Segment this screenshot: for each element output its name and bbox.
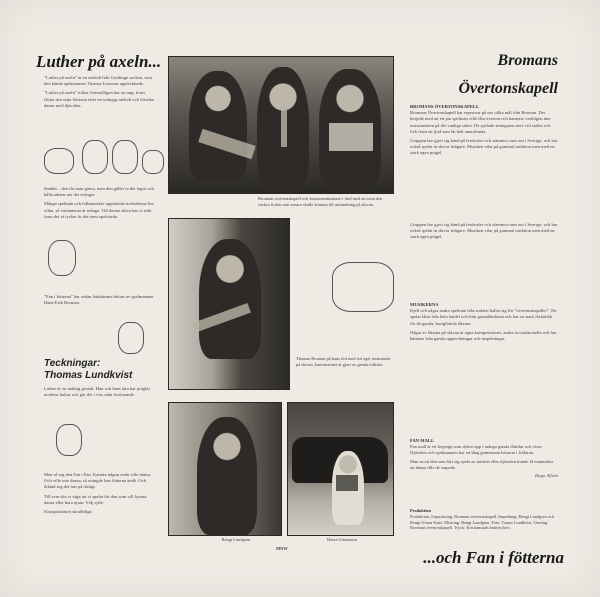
musicians-text-2: Några av låtarna på skivan är egna kompositioner, andra är traditionella och har hämtats från gamla uppteckningar och inspelningar. (410, 329, 557, 342)
musicians-heading: MUSIKERNA (410, 302, 439, 307)
sketch-cat-icon (48, 240, 76, 276)
sketch-figure-3-icon (112, 140, 138, 174)
sketch-fiddler-icon (118, 322, 144, 354)
right-text-block-4 (410, 438, 558, 504)
sketch-devil-icon (56, 424, 82, 456)
sketch-figure-2-icon (82, 140, 108, 174)
musician-1 (189, 71, 247, 181)
illustrator-name: Thomas Lundkvist (44, 370, 133, 381)
left-para-6: Luther är en mäktig gestalt. Han och hans lära har präglat nordens kultur och gör det i viss mån fortfarande. (44, 386, 150, 398)
fan-signature: Hugo Alfvén (534, 473, 558, 479)
left-text-block-5 (44, 472, 156, 558)
left-text-block-4 (44, 386, 154, 412)
caption-seated: Thomas Broman på hans fiol med sitt eget instrument på skivan. Instrumentet är gjort av gamla trälister. (296, 356, 391, 367)
credits-heading: Produktion (410, 508, 431, 513)
left-para-7: Men så tog den Fan i Fan. Kanske någon enda ville dansa. Och ville inte dansa, så svängde han fötterna ändå. Och ibland tog det fart på riktigt. (44, 472, 152, 490)
title-fan-i-fotterna: ...och Fan i fötterna (423, 548, 564, 567)
photo-seated-musician (168, 218, 290, 390)
left-para-4: Många spelmän och folkmusiker uppfattade melodierna lite olika, så varianterna är många. Till denna skiva har vi sökt fram det vi tycker är det mest spelvärda. (44, 201, 154, 219)
left-para-5: ”Fan i fötterna” har sedan ledstämma hittats av spelmannen Hans-Erik Broman. (44, 294, 154, 306)
musician-bengt (197, 417, 257, 535)
photo-trio-musicians (168, 56, 394, 194)
left-text-block-2 (44, 186, 154, 232)
right-text-block-3 (410, 302, 558, 432)
left-para-3: Snabbt – den får man gärna, men den gäller ta det lugnt och hålla takten när det svänger. (44, 186, 154, 198)
sketch-figure-1-icon (44, 148, 74, 174)
right-text-block-2 (410, 222, 558, 292)
musicians-text: Kjell och några andra spelmän från trakten kallar sig för ”övertonskapellet”. De spelar låtar från hela landet och från grannländerna och har en stark förkärlek för de gamla, bortglömda låtarna. (410, 308, 557, 326)
label-code: MNW (276, 546, 288, 551)
accordion-icon (336, 475, 358, 491)
fan-heading: FAN MALL (410, 438, 435, 443)
teckningar-heading (44, 358, 132, 382)
credits-block (410, 508, 558, 544)
left-para-8: Till svar ska vi säga att vi spelar för den som vill lyssna, dansa eller bara njuta. Välj själv. (44, 493, 148, 505)
left-para-2: ”Luther på axeln” tolkar förmodligen hur en ung, from flicka ska sätta fötterna efter en svängig melodi och försöka dansa med djävulen. (44, 90, 154, 108)
left-text-block-3 (44, 294, 154, 316)
left-text-block-1 (44, 75, 154, 135)
teckningar-label: Teckningar: (44, 358, 101, 369)
photo-bengt-lundgren (168, 402, 282, 536)
left-para-1: ”Luther på axeln” är en melodi från Grödinge socken, som den kände spelmannen Thomas Ivarsson upptecknade. (44, 75, 152, 87)
photo-hasse-johansson (287, 402, 394, 536)
fan-text: Fan mall är ett begrepp som dyker upp i många gamla låttitlar och visor. Djävulen och spelmannen har en lång gemensam historia i folktron. (410, 444, 543, 456)
title-bromans: Bromans (497, 52, 558, 69)
band-text-repeat: Gruppen har gjort sig känd på festivaler och stämmor runt om i Sverige, och har också spelat in skivor tidigare. Musiken vilar på gammal tradition men med en stark egen prägel. (410, 222, 558, 240)
clarinet-icon (281, 103, 287, 147)
sketch-figure-4-icon (142, 150, 164, 174)
caption-hasse: Hasse Johansson (327, 537, 357, 542)
left-signature: Klasspartituret skrubbliga. (44, 509, 93, 515)
caption-trio: Bromans övertonskapell och instrumentmakare i färd med att testa den vackra fiolen som senare skulle komma till användning på skivan. (258, 196, 383, 207)
band-heading: BROMANS ÖVERTONSKAPELL (410, 104, 480, 109)
sketch-bed-icon (332, 262, 394, 312)
credits-text: Produktion, förpackning: Bromans övertonskapell. Inspelning: Bengt Lundgren och Bengt Göran Staaf. Mixning: Bengt Lundgren. Foto: Tomas Lundkvist. Omslag: Bromans övertonskapell. Tryck: Kristianstads boktryckeri. (410, 513, 555, 531)
accordion-icon (329, 123, 373, 151)
title-overtonskapell: Övertonskapell (458, 80, 558, 97)
band-text: Bromans Övertonskapell har repertoar på sex olika mål från Broman. Det började med att ett par spelmän ville låta överton och hanterar verkligen inte instrumenten på det vanliga sättet. De spelade strängarna nere vid stallet och fick fram ett ljud som lät helt annorlunda. (410, 110, 551, 134)
title-luther: Luther på axeln... (36, 52, 162, 71)
right-text-block-1 (410, 104, 558, 214)
caption-bengt: Bengt Lundgren (221, 537, 251, 542)
fan-text-2: Man sa att den som lärt sig spela av näcken eller djävulen kunde få människor att dansa tills de stupade. (410, 458, 554, 470)
band-text-2: Gruppen har gjort sig känd på festivaler och stämmor runt om i Sverige, och har också spelat in skivor tidigare. Musiken vilar på gammal tradition men med en stark egen prägel. (410, 138, 558, 156)
musician-seated (199, 239, 261, 359)
